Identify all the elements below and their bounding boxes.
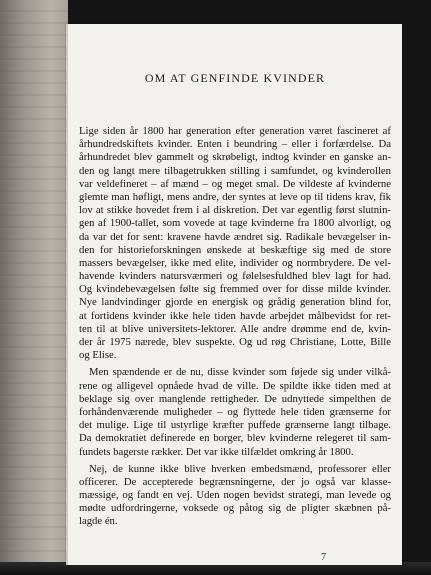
text-line: gen af 1900-tallet, som vovede at tage kvinderne fra 1800 alvorligt, og xyxy=(79,217,391,230)
text-line: Nej, de kunne ikke blive hverken embedsmænd, professorer eller xyxy=(89,462,391,475)
text-line: officerer. De accepterede begrænsningerne, der jo også var klasse- xyxy=(79,475,391,488)
book-page xyxy=(66,24,402,565)
text-line: lov at stikke hovedet frem i al diskretion. Det var egentlig først slutnin- xyxy=(79,204,391,217)
text-line: den for historieforskningen ønskede at beskæftige sig med de store xyxy=(79,243,391,256)
text-line: mæssige, og fandt en vej. Uden nogen bevidst strategi, man levede og xyxy=(79,489,391,502)
paragraph-1 xyxy=(79,125,391,362)
text-line: havende kvinders natursværmeri og følelsesfuldhed blev lagt for had. xyxy=(79,270,391,283)
text-line: århundredet blev gammelt og skrøbeligt, indtog kvinder en ganske an- xyxy=(79,151,391,164)
text-line: og Elise. xyxy=(79,349,117,362)
text-line: Da demokratiet definerede en borger, blev kvinderne relegeret til sam- xyxy=(79,432,391,445)
body-text xyxy=(79,125,391,533)
text-line: beklage sig over manglende rettigheder. De udnyttede simpelthen de xyxy=(79,392,391,405)
previous-page-text-blur xyxy=(0,0,68,575)
text-line: mødte udfordringerne, voksede og påtog sig de pligter skæbnen på- xyxy=(79,502,391,515)
text-line: rene og alligevel opnåede hvad de ville. De spildte ikke tiden med at xyxy=(79,379,391,392)
text-line: var veldefineret – af mænd – og meget smal. De vildeste af kvinderne xyxy=(79,177,391,190)
text-line: forhåndenværende muligheder – og flyttede hele tiden grænserne for xyxy=(79,405,391,418)
text-line: fundets bagerste rækker. Det var ikke tilfældet omkring år 1800. xyxy=(79,445,354,458)
text-line: Men spændende er de nu, disse kvinder som føjede sig under vilkå- xyxy=(89,366,391,379)
paragraph-3 xyxy=(79,463,391,529)
text-line: Nye landvindinger gjorde en energisk og grådig generation blind for, xyxy=(79,296,391,309)
page-number: 7 xyxy=(321,552,326,563)
chapter-title: OM AT GENFINDE KVINDER xyxy=(144,71,326,85)
paragraph-2 xyxy=(79,366,391,458)
text-line: glemte man høfligt, mens andre, der syntes at leve op til tidens krav, fik xyxy=(79,190,391,203)
text-line: at fortidens kvinder ikke hele tiden havde arbejdet målbevidst for ret- xyxy=(79,309,391,322)
text-line: da var det for sent: kravene havde ændret sig. Radikale bevægelser in- xyxy=(79,230,391,243)
text-line: Lige siden år 1800 har generation efter generation været fascineret af xyxy=(79,125,391,137)
text-line: der år 1975 nærede, blev suspekte. Og ud røg Christiane, Lotte, Bille xyxy=(79,336,391,348)
text-line: lagde én. xyxy=(79,515,118,528)
text-line: Og kvindebevægelsen følte sig fremmed over for disse milde kvinder. xyxy=(79,283,391,296)
text-line: århundredskiftets kvinder. Enten i beundring – eller i forfærdelse. Da xyxy=(79,138,391,151)
text-line: det mulige. Lige til ustyrlige kræfter puffede grænserne langt tilbage. xyxy=(79,419,391,432)
text-line: den og langt mere tilbagetrukken stilling i samfundet, og kvinderollen xyxy=(79,164,391,177)
text-line: massers bevægelser, ikke med elite, individer og normbrydere. De vel- xyxy=(79,256,391,269)
text-line: ten til at blive universitets-lektorer. Alle andre drømme end de, kvin- xyxy=(79,322,391,335)
